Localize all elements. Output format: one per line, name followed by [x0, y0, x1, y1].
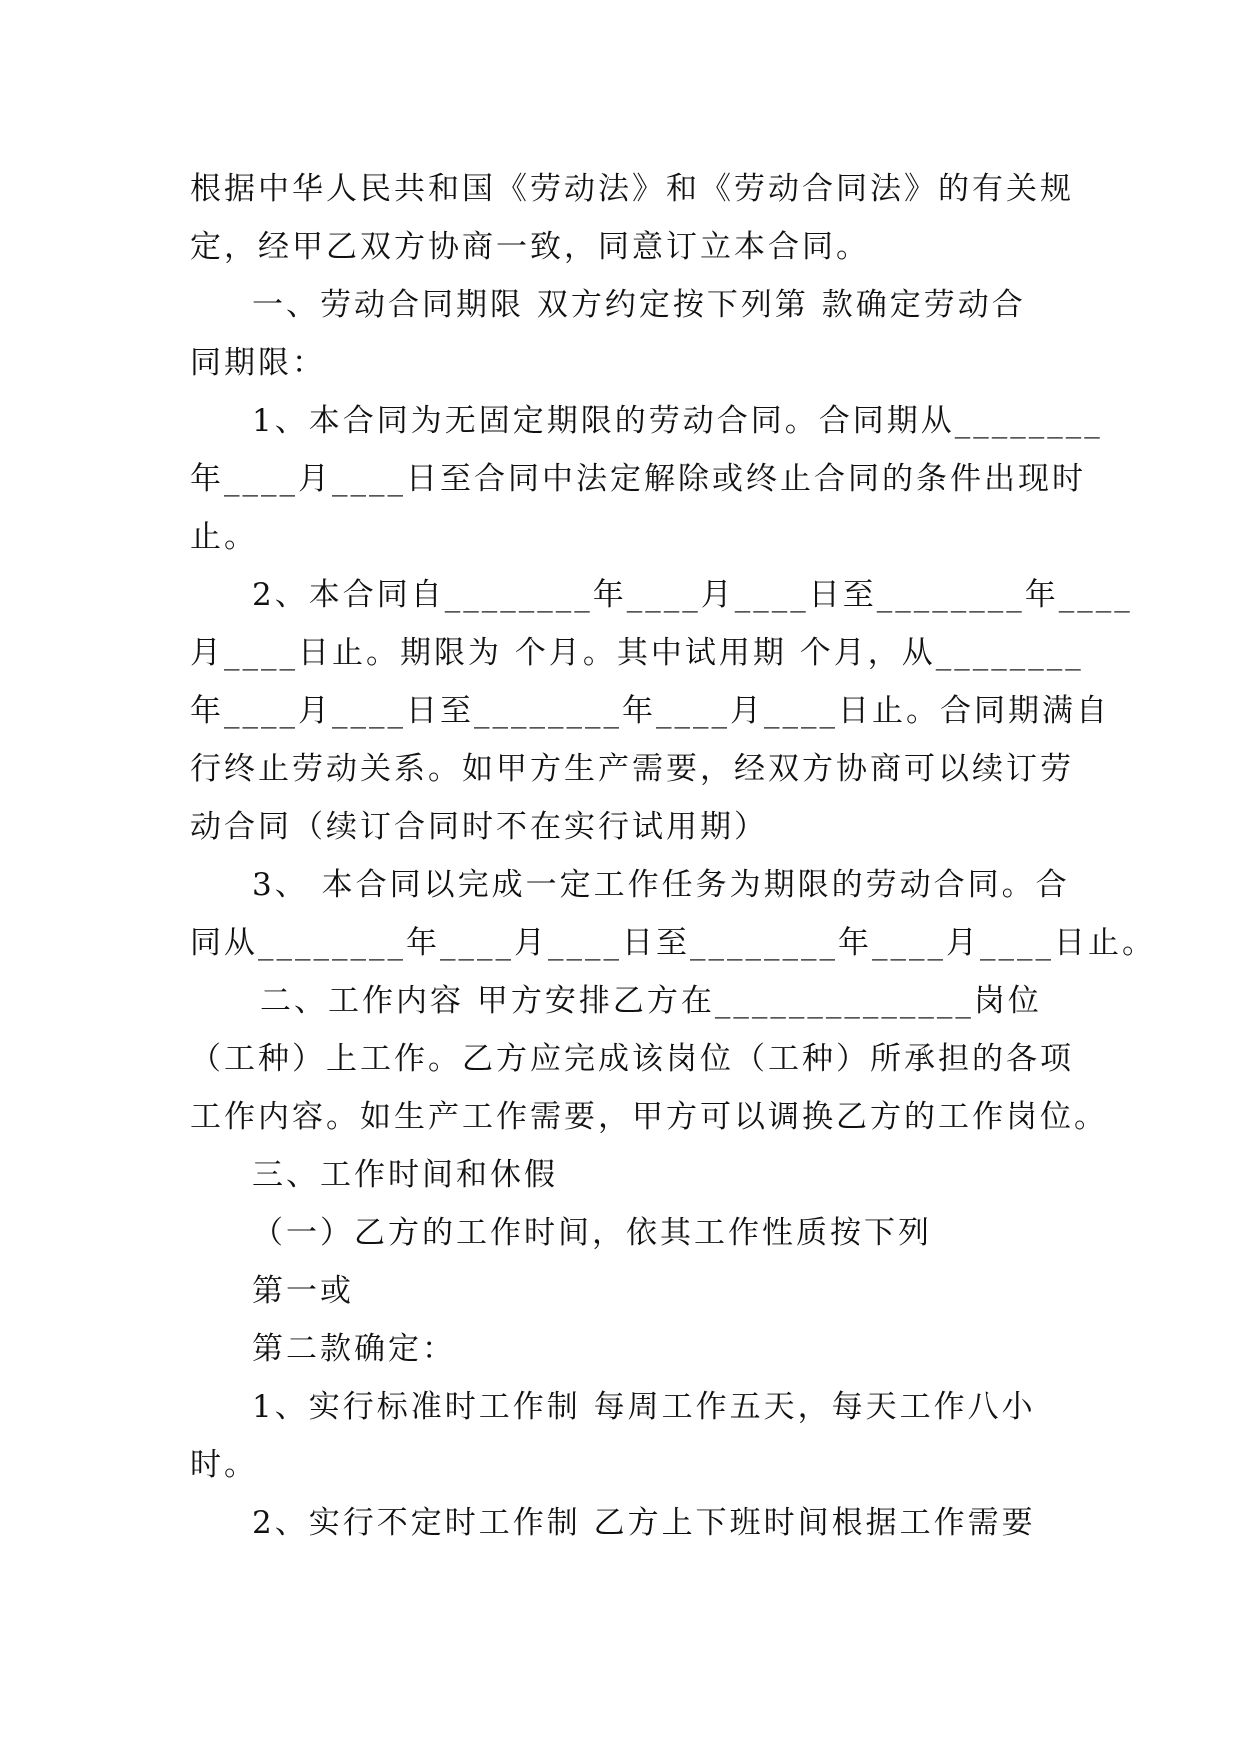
text-line: 止。 — [190, 519, 258, 555]
text-line: 年____月____日至合同中法定解除或终止合同的条件出现时 — [190, 461, 1086, 497]
text-line: 动合同（续订合同时不在实行试用期） — [190, 809, 768, 845]
text-line: 第二款确定： — [252, 1331, 456, 1367]
text-line: 同从________年____月____日至________年____月____日止。 — [190, 925, 1156, 961]
document-body — [190, 160, 1156, 1552]
item-2-line: 2、实行不定时工作制 乙方上下班时间根据工作需要 — [252, 1505, 1036, 1541]
subsection-line: （一）乙方的工作时间，依其工作性质按下列 — [252, 1215, 932, 1251]
clause-1-line: 1、本合同为无固定期限的劳动合同。合同期从________ — [252, 403, 1103, 439]
text-line: 行终止劳动关系。如甲方生产需要，经双方协商可以续订劳 — [190, 751, 1074, 787]
text-line: （工种）上工作。乙方应完成该岗位（工种）所承担的各项 — [190, 1041, 1074, 1077]
text-line: 工作内容。如生产工作需要，甲方可以调换乙方的工作岗位。 — [190, 1099, 1108, 1135]
text-line: 根据中华人民共和国《劳动法》和《劳动合同法》的有关规 — [190, 171, 1074, 207]
section-heading-work-content: 二、工作内容 甲方安排乙方在______________岗位 — [260, 983, 1042, 1019]
section-heading-work-time: 三、工作时间和休假 — [252, 1157, 558, 1193]
text-line: 月____日止。期限为 个月。其中试用期 个月，从________ — [190, 635, 1084, 671]
text-line: 第一或 — [252, 1273, 354, 1309]
text-line: 时。 — [190, 1447, 258, 1483]
clause-3-line: 3、 本合同以完成一定工作任务为期限的劳动合同。合 — [252, 867, 1070, 903]
clause-2-line: 2、本合同自________年____月____日至________年____ — [252, 577, 1133, 613]
text-line: 年____月____日至________年____月____日止。合同期满自 — [190, 693, 1110, 729]
text-line: 同期限： — [190, 345, 326, 381]
text-line: 定，经甲乙双方协商一致，同意订立本合同。 — [190, 229, 870, 265]
item-1-line: 1、实行标准时工作制 每周工作五天，每天工作八小 — [252, 1389, 1036, 1425]
section-heading-term: 一、劳动合同期限 双方约定按下列第 款确定劳动合 — [252, 287, 1026, 323]
